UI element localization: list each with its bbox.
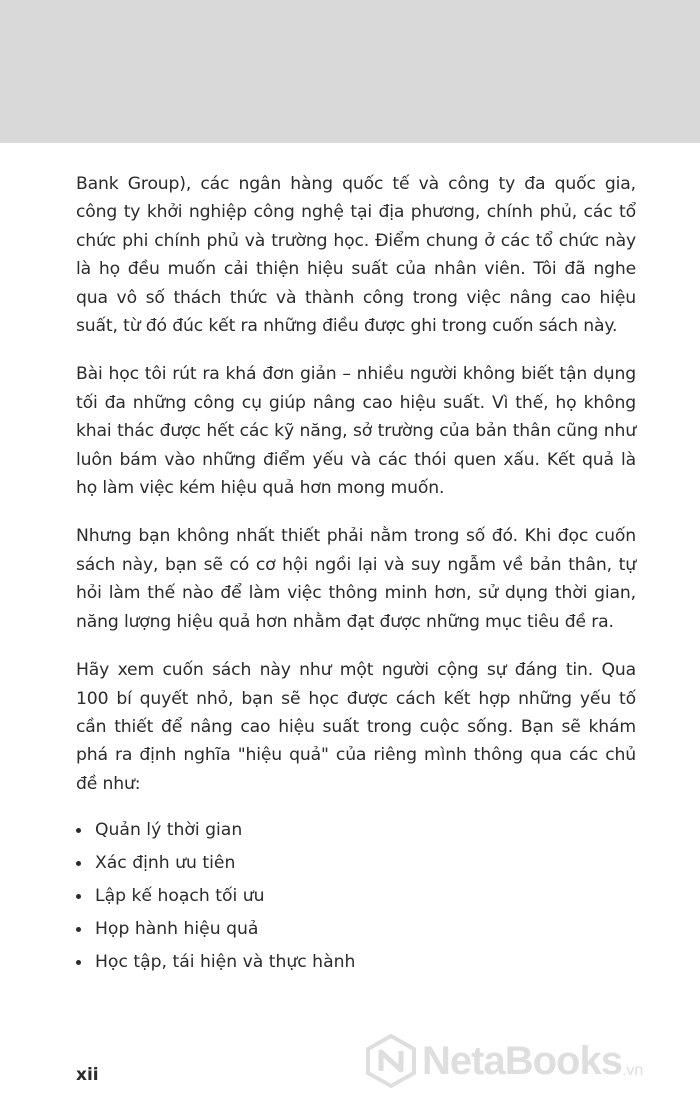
bullet-icon [76,828,81,833]
list-item [76,950,636,974]
list-item-text: Quản lý thời gian [95,820,243,841]
watermark-suffix: .vn [621,1062,644,1079]
paragraph-2: Bài học tôi rút ra khá đơn giản – nhiều người không biết tận dụng tối đa những công cụ giúp nâng cao hiệu suất. Vì thế, họ không khai thác được hết các kỹ năng, sở trường của bản thân cũng như luôn bám vào những điểm yếu và các thói quen xấu. Kết quả là họ làm việc kém hiệu quả hơn mong muốn. [76,364,636,499]
paragraph-4: Hãy xem cuốn sách này như một người cộng sự đáng tin. Qua 100 bí quyết nhỏ, bạn sẽ học được cách kết hợp những yếu tố cần thiết để nâng cao hiệu suất trong cuộc sống. Bạn sẽ khám phá ra định nghĩa "hiệu quả" của riêng mình thông qua các chủ đề như: [76,660,636,794]
topic-list [76,818,636,974]
list-item-text: Họp hành hiệu quả [95,919,259,940]
bullet-icon [76,861,81,866]
paragraph-1: Bank Group), các ngân hàng quốc tế và công ty đa quốc gia, công ty khởi nghiệp công nghệ tại địa phương, chính phủ, các tổ chức phi chính phủ và trường học. Điểm chung ở các tổ chức này là họ đều muốn cải thiện hiệu suất của nhân viên. Tôi đã nghe qua vô số thách thức và thành công trong việc nâng cao hiệu suất, từ đó đúc kết ra những điều được ghi trong cuốn sách này. [76,174,636,337]
watermark-brand: NetaBooks [422,1038,622,1083]
bullet-icon [76,927,81,932]
list-item-text: Lập kế hoạch tối ưu [95,886,265,907]
list-item-text: Xác định ưu tiên [95,853,236,874]
list-item [76,884,636,908]
list-item [76,917,636,941]
page-number: xii [76,1065,99,1085]
list-item-text: Học tập, tái hiện và thực hành [95,952,356,973]
list-item [76,818,636,842]
list-item [76,851,636,875]
watermark [364,1034,643,1088]
paragraph-3: Nhưng bạn không nhất thiết phải nằm trong số đó. Khi đọc cuốn sách này, bạn sẽ có cơ hội ngồi lại và suy ngẫm về bản thân, tự hỏi làm thế nào để làm việc thông minh hơn, sử dụng thời gian, năng lượng hiệu quả hơn nhằm đạt được những mục tiêu đề ra. [76,526,636,632]
bullet-icon [76,894,81,899]
netabooks-n-logo-icon [364,1034,418,1088]
page-body [76,170,636,983]
bullet-icon [76,960,81,965]
top-gray-band [0,0,700,143]
